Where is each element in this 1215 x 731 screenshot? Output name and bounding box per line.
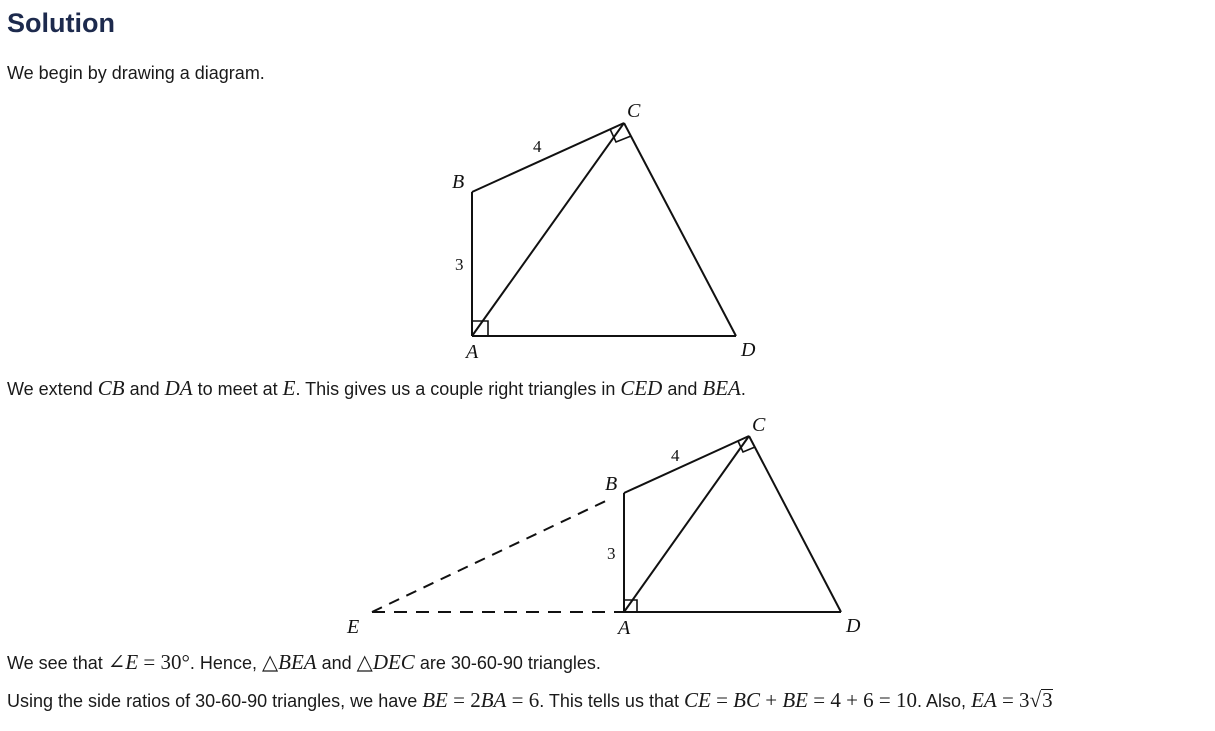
label-b-2: B bbox=[605, 473, 618, 495]
math-eq-6: = 6 bbox=[506, 688, 540, 712]
segment-cd-2 bbox=[749, 436, 841, 612]
text: . This gives us a couple right triangles in bbox=[295, 379, 621, 399]
math-e: E bbox=[125, 650, 139, 674]
math-eq-3: = 3 bbox=[996, 688, 1030, 712]
label-d-2: D bbox=[846, 615, 861, 637]
side-label-bc-2: 4 bbox=[671, 446, 680, 465]
diagram-2 bbox=[372, 436, 841, 612]
solution-heading: Solution bbox=[7, 8, 115, 38]
math-eq: = bbox=[710, 688, 734, 712]
text: and bbox=[662, 379, 703, 399]
sqrt-radicand: 3 bbox=[1042, 688, 1053, 712]
math-plus: + bbox=[760, 688, 783, 712]
math-eq-2: = 2 bbox=[447, 688, 481, 712]
label-a: A bbox=[466, 341, 479, 363]
math-equals-30: = 30° bbox=[138, 650, 190, 674]
label-b: B bbox=[452, 171, 465, 193]
math-be: BE bbox=[422, 688, 448, 712]
ratios-paragraph bbox=[7, 688, 1053, 713]
angle-symbol: ∠ bbox=[107, 650, 126, 674]
segment-ac-2 bbox=[624, 436, 749, 612]
segment-bc-2 bbox=[624, 436, 749, 493]
math-ced: CED bbox=[620, 376, 663, 400]
label-a-2: A bbox=[618, 617, 631, 639]
math-e: E bbox=[282, 376, 296, 400]
diagram-1 bbox=[472, 123, 736, 336]
text: . Hence, bbox=[189, 653, 262, 673]
side-label-ab: 3 bbox=[455, 255, 464, 274]
extend-paragraph bbox=[7, 376, 746, 401]
text: . Also, bbox=[917, 691, 972, 711]
text: We see that bbox=[7, 653, 108, 673]
text: are 30-60-90 triangles. bbox=[414, 653, 601, 673]
math-dec: DEC bbox=[372, 650, 415, 674]
segment-ac bbox=[472, 123, 624, 336]
label-d: D bbox=[741, 339, 756, 361]
math-bea: BEA bbox=[278, 650, 317, 674]
math-bea: BEA bbox=[702, 376, 741, 400]
math-bc: BC bbox=[733, 688, 760, 712]
math-ce: CE bbox=[683, 688, 711, 712]
text: . This tells us that bbox=[539, 691, 684, 711]
math-ea: EA bbox=[971, 688, 997, 712]
side-label-ab-2: 3 bbox=[607, 544, 616, 563]
text: Using the side ratios of 30-60-90 triangles, we have bbox=[7, 691, 423, 711]
triangle-symbol: △ bbox=[261, 650, 279, 674]
segment-bc bbox=[472, 123, 624, 192]
label-e-2: E bbox=[347, 616, 360, 638]
text: We extend bbox=[7, 379, 98, 399]
label-c-2: C bbox=[752, 414, 766, 436]
dashed-extension-eb bbox=[372, 498, 612, 612]
sqrt-symbol: √ bbox=[1029, 688, 1042, 712]
text: to meet at bbox=[192, 379, 283, 399]
math-sum: = 4 + 6 = 10 bbox=[808, 688, 918, 712]
segment-cd bbox=[624, 123, 736, 336]
math-be: BE bbox=[782, 688, 808, 712]
side-label-bc: 4 bbox=[533, 137, 542, 156]
math-ba: BA bbox=[480, 688, 507, 712]
text: . bbox=[740, 379, 746, 399]
text: and bbox=[124, 379, 165, 399]
intro-paragraph: We begin by drawing a diagram. bbox=[7, 63, 265, 83]
triangle-symbol: △ bbox=[356, 650, 373, 674]
math-da: DA bbox=[164, 376, 193, 400]
angle-paragraph bbox=[7, 650, 601, 675]
label-c: C bbox=[627, 100, 641, 122]
text: and bbox=[316, 653, 357, 673]
math-cb: CB bbox=[97, 376, 125, 400]
